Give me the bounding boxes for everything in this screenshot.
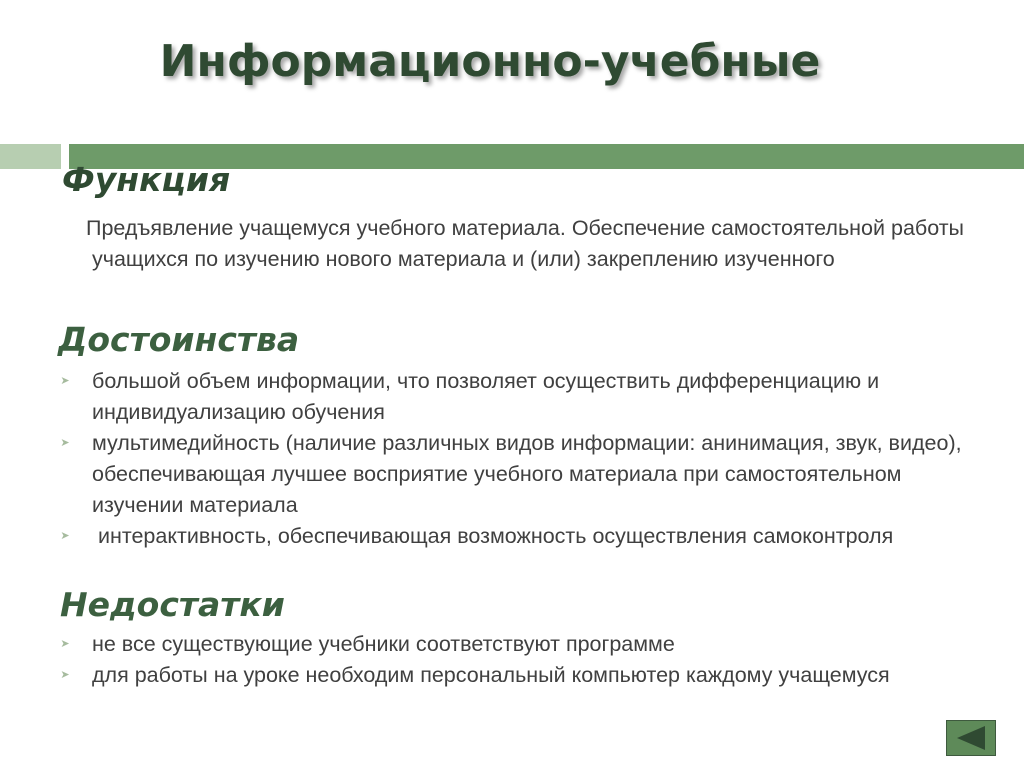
advantages-list: [58, 366, 988, 552]
disadvantage-item-text: не все существующие учебники соответствуют программе: [92, 632, 675, 656]
advantage-item: [58, 366, 988, 428]
advantage-item-text: мультимедийность (наличие различных видов информации: анинимация, звук, видео), обеспечивающая лучшее восприятие учебного материала при самостоятельном изучении материала: [92, 431, 962, 517]
function-heading: Функция: [62, 160, 231, 199]
arrowhead-right-icon: ➤: [60, 375, 70, 387]
advantage-item: [58, 521, 988, 552]
advantages-heading: Достоинства: [58, 320, 300, 359]
disadvantages-heading: Недостатки: [60, 585, 285, 624]
disadvantage-item: [58, 629, 988, 660]
arrowhead-right-icon: ➤: [60, 437, 70, 449]
decorative-band-left: [0, 144, 61, 169]
arrowhead-right-icon: ➤: [60, 638, 70, 650]
triangle-left-icon: [947, 721, 995, 755]
advantage-item-text: большой объем информации, что позволяет осуществить дифференциацию и индивидуализацию обучения: [92, 369, 880, 424]
disadvantage-item: [58, 660, 988, 691]
disadvantages-list: [58, 629, 988, 691]
arrowhead-right-icon: ➤: [60, 669, 70, 681]
back-button[interactable]: [946, 720, 996, 756]
advantage-item: [58, 428, 988, 521]
advantage-item-text: интерактивность, обеспечивающая возможность осуществления самоконтроля: [92, 524, 894, 548]
function-text: Предъявление учащемуся учебного материала. Обеспечение самостоятельной работы учащихся по изучению нового материала и (или) закреплению изученного: [86, 216, 965, 271]
slide-title: Информационно-учебные: [159, 36, 821, 87]
arrowhead-right-icon: ➤: [60, 530, 70, 542]
disadvantage-item-text: для работы на уроке необходим персональный компьютер каждому учащемуся: [92, 663, 890, 687]
